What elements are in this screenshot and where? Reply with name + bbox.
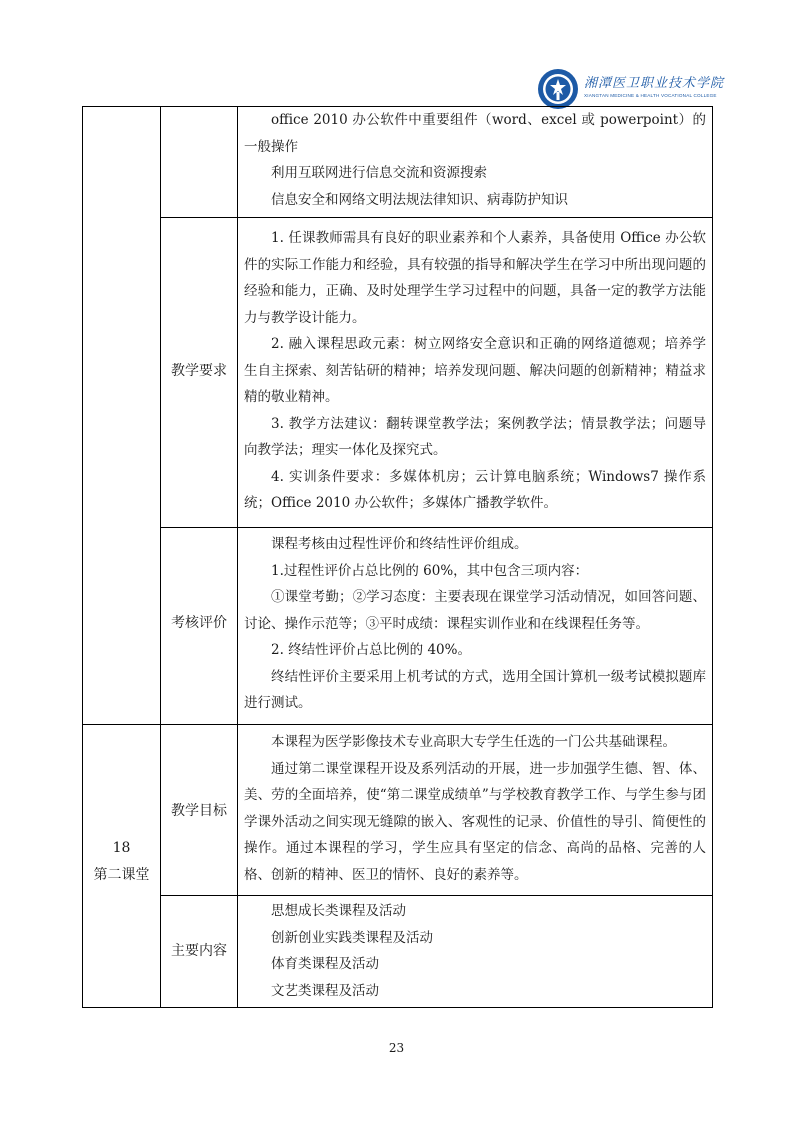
assessment-cell [244,531,706,717]
row-divider [160,527,713,528]
assessment-paragraph: 1.过程性评价占总比例的 60%，其中包含三项内容： [271,562,589,579]
college-emblem-icon [537,68,579,110]
content-item: 思想成长类课程及活动 [271,903,406,919]
table-right-border [712,106,713,1008]
content-item: 体育类课程及活动 [271,956,379,972]
content-line: 利用互联网进行信息交流和资源搜索 [271,165,487,181]
assessment-paragraph: 终结性评价主要采用上机考试的方式，选用全国计算机一级考试模拟题库进行测试。 [244,668,706,711]
content-line: office 2010 办公软件中重要组件（word、excel 或 powerpoint）的一般操作 [244,112,706,155]
requirement-paragraph: 1. 任课教师需具有良好的职业素养和个人素养，具备使用 Office 办公软件的实际工作能力和经验，具有较强的指导和解决学生在学习中所出现问题的经验和能力，正确、及时处理学生学习过程中的问题，具备一定的教学方法能力与教学设计能力。 [244,230,706,326]
row-divider [160,895,713,896]
college-logo [537,68,725,110]
row-divider [82,724,713,725]
assessment-paragraph: 2. 终结性评价占总比例的 40%。 [271,642,471,658]
assessment-paragraph: 课程考核由过程性评价和终结性评价组成。 [271,536,528,552]
page-number: 23 [388,1041,405,1055]
requirement-paragraph: 4. 实训条件要求：多媒体机房；云计算电脑系统；Windows7 操作系统；Office 2010 办公软件；多媒体广播教学软件。 [244,468,706,511]
requirement-paragraph: 2. 融入课程思政元素：树立网络安全意识和正确的网络道德观；培养学生自主探索、刻苦钻研的精神；培养发现问题、解决问题的创新精神；精益求精的敬业精神。 [244,336,706,405]
assessment-paragraph: ①课堂考勤；②学习态度：主要表现在课堂学习活动情况，如回答问题、讨论、操作示范等；③平时成绩：课程实训作业和在线课程任务等。 [244,589,706,632]
content-cell [244,898,706,1004]
requirement-paragraph: 3. 教学方法建议：翻转课堂教学法；案例教学法；情景教学法；问题导向教学法；理实一体化及探究式。 [244,415,706,458]
goals-label: 教学目标 [171,803,227,819]
goal-paragraph: 本课程为医学影像技术专业高职大专学生任选的一门公共基础课程。 [271,734,676,750]
course-name: 第二课堂 [93,867,150,883]
column-divider [237,106,238,1008]
table-bottom-border [82,1007,713,1008]
content-continued-cell [244,107,706,213]
content-line: 信息安全和网络文明法规法律知识、病毒防护知识 [271,191,568,208]
requirements-label: 教学要求 [171,363,227,379]
content-item: 创新创业实践类课程及活动 [271,929,433,946]
content-label: 主要内容 [171,943,227,959]
requirements-cell [244,225,706,517]
content-item: 文艺类课程及活动 [271,982,379,999]
college-name-en: XIANGTAN MEDICINE & HEALTH VOCATIONAL COLLEGE [584,93,717,98]
assessment-label: 考核评价 [171,615,227,631]
column-divider [160,106,161,1008]
goal-paragraph: 通过第二课堂课程开设及系列活动的开展，进一步加强学生德、智、体、美、劳的全面培养，使“第二课堂成绩单”与学校教育教学工作、与学生参与团学课外活动之间实现无缝隙的嵌入、客观性的记录、价值性的导引、简便性的操作。通过本课程的学习，学生应具有坚定的信念、高尚的品格、完善的人格、创新的精神、医卫的情怀、良好的素养等。 [244,760,706,883]
course-number: 18 [112,840,131,856]
college-name-cn: 湘潭医卫职业技术学院 [584,76,725,91]
row-divider [160,217,713,218]
goals-cell [244,729,706,888]
